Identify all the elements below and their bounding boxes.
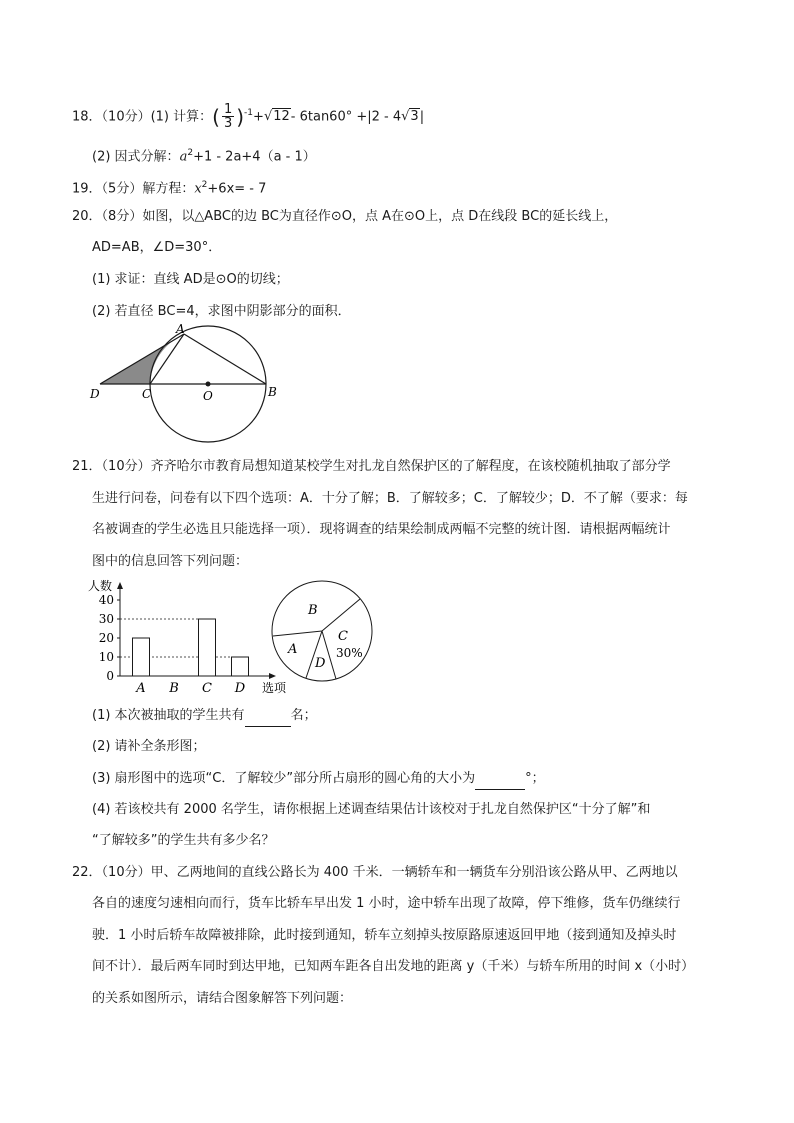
q22-line4: 间不计）．最后两车同时到达甲地，已知两车距各自出发地的距离 y（千米）与轿车所用的时间 x（小时） bbox=[92, 959, 695, 974]
q19-expr: +6x= - 7 bbox=[207, 181, 267, 197]
q20-line1: 20．（8分）如图，以△ABC的边 BC为直径作⊙O，点 A在⊙O上，点 D在线段 BC的延长线上， bbox=[72, 209, 618, 224]
pie-edge-cd bbox=[322, 631, 336, 679]
fraction-numerator: 1 bbox=[223, 102, 233, 118]
y-axis-arrow bbox=[117, 582, 123, 589]
q20-line2: AD=AB，∠D=30°． bbox=[92, 240, 222, 255]
paren-open: ( bbox=[212, 104, 220, 129]
q18-middle-expr: - 6tan60° +|2 - 4 bbox=[290, 109, 402, 125]
label-o: O bbox=[203, 389, 213, 403]
label-b: B bbox=[268, 385, 277, 399]
pie-label-d: D bbox=[315, 656, 326, 671]
radicand-3: 3 bbox=[410, 109, 419, 125]
label-d: D bbox=[90, 387, 100, 401]
bar-ylabel: 人数 bbox=[88, 579, 113, 593]
bar-xlabel: 选项 bbox=[262, 681, 287, 695]
answer-blank-2[interactable] bbox=[475, 769, 525, 790]
q22-line5: 的关系如图所示，请结合图象解答下列问题： bbox=[92, 991, 353, 1006]
plus-sign: + bbox=[253, 109, 264, 125]
q22-line3: 驶．1 小时后轿车故障被排除，此时接到通知，轿车立刻掉头按原路原速返回甲地（接到通知及掉头时 bbox=[92, 928, 677, 943]
paren-close: ) bbox=[236, 104, 245, 129]
x-category-label: B bbox=[169, 681, 179, 696]
pie-edge-ab bbox=[273, 631, 322, 636]
var-x: x bbox=[194, 181, 202, 197]
q21-sub1 bbox=[92, 706, 317, 727]
q20-part2: (2) 若直径 BC=4，求图中阴影部分的面积． bbox=[92, 304, 351, 319]
square-sup: 2 bbox=[187, 148, 194, 158]
q21-line3: 名被调查的学生必选且只能选择一项）．现将调查的结果绘制成两幅不完整的统计图．请根据两幅统计 bbox=[92, 522, 671, 537]
q19-head: 19．（5分）解方程： bbox=[72, 181, 195, 197]
y-tick-label: 20 bbox=[98, 631, 114, 645]
q21-sub3 bbox=[92, 769, 545, 790]
q22-line1: 22．（10分）甲、乙两地间的直线公路长为 400 千米．一辆轿车和一辆货车分别沿该公路从甲、乙两地以 bbox=[72, 865, 678, 880]
q18-head: 18．（10分）(1) 计算： bbox=[72, 109, 213, 125]
q21-sub3-unit: °； bbox=[525, 771, 545, 786]
label-c: C bbox=[142, 387, 152, 401]
exponent-neg-one: -1 bbox=[244, 108, 254, 118]
q18-part2 bbox=[92, 143, 316, 167]
q21-sub2: (2) 请补全条形图； bbox=[92, 739, 206, 754]
q18-part2-label: (2) 因式分解： bbox=[92, 149, 180, 165]
label-a: A bbox=[176, 322, 185, 336]
q21-sub1-unit: 名； bbox=[290, 708, 317, 723]
q18-part2-expr: +1 - 2a+4（a - 1） bbox=[193, 149, 316, 165]
sqrt-12: √12 bbox=[263, 109, 290, 125]
q19-line bbox=[72, 175, 266, 199]
q21-line2: 生进行问卷，问卷有以下四个选项：A．十分了解；B．了解较多；C．了解较少；D．不了解（要求：每 bbox=[92, 491, 688, 506]
q21-sub4-line2: “了解较多”的学生共有多少名？ bbox=[92, 833, 275, 848]
y-tick-label: 0 bbox=[106, 669, 114, 683]
q21-sub3-text: (3) 扇形图中的选项“C．了解较少”部分所占扇形的圆心角的大小为 bbox=[92, 771, 476, 786]
x-category-label: A bbox=[136, 681, 146, 696]
pie-label-c-pct: 30% bbox=[336, 646, 363, 660]
radicand-12: 12 bbox=[273, 109, 290, 125]
pie-label-c: C bbox=[338, 629, 348, 644]
bar-c bbox=[199, 619, 216, 676]
q22-line2: 各自的速度匀速相向而行，货车比轿车早出发 1 小时，途中轿车出现了故障，停下维修，货车仍继续行 bbox=[92, 896, 681, 911]
sqrt-3: √3 bbox=[401, 109, 419, 125]
line-ab bbox=[184, 334, 266, 384]
circle-figure bbox=[80, 322, 280, 452]
bar-a bbox=[133, 638, 150, 676]
bar-d bbox=[232, 657, 249, 676]
x-category-label: C bbox=[202, 681, 212, 696]
y-tick-label: 10 bbox=[98, 650, 114, 664]
q18-line1 bbox=[72, 103, 424, 130]
y-tick-label: 40 bbox=[98, 593, 114, 607]
y-tick-label: 30 bbox=[98, 612, 114, 626]
fraction-one-third bbox=[222, 103, 234, 130]
fraction-denominator: 3 bbox=[223, 116, 233, 132]
abs-close: | bbox=[419, 109, 425, 125]
q21-sub4-line1: (4) 若该校共有 2000 名学生，请你根据上述调查结果估计该校对于扎龙自然保护区“十分了解”和 bbox=[92, 802, 651, 817]
pie-label-a: A bbox=[288, 642, 298, 657]
center-dot bbox=[206, 382, 211, 387]
square-sup: 2 bbox=[201, 180, 208, 190]
pie-chart bbox=[270, 578, 380, 684]
q21-sub1-text: (1) 本次被抽取的学生共有 bbox=[92, 708, 245, 723]
q20-part1: (1) 求证：直线 AD是⊙O的切线； bbox=[92, 272, 289, 287]
var-a: a bbox=[179, 149, 188, 165]
pie-edge-bc bbox=[322, 599, 360, 631]
q21-line1: 21．（10分）齐齐哈尔市教育局想知道某校学生对扎龙自然保护区的了解程度，在该校随机抽取了部分学 bbox=[72, 459, 671, 474]
x-category-label: D bbox=[234, 681, 246, 696]
q21-line4: 图中的信息回答下列问题： bbox=[92, 554, 249, 569]
answer-blank-1[interactable] bbox=[245, 706, 291, 727]
pie-label-b: B bbox=[308, 603, 318, 618]
